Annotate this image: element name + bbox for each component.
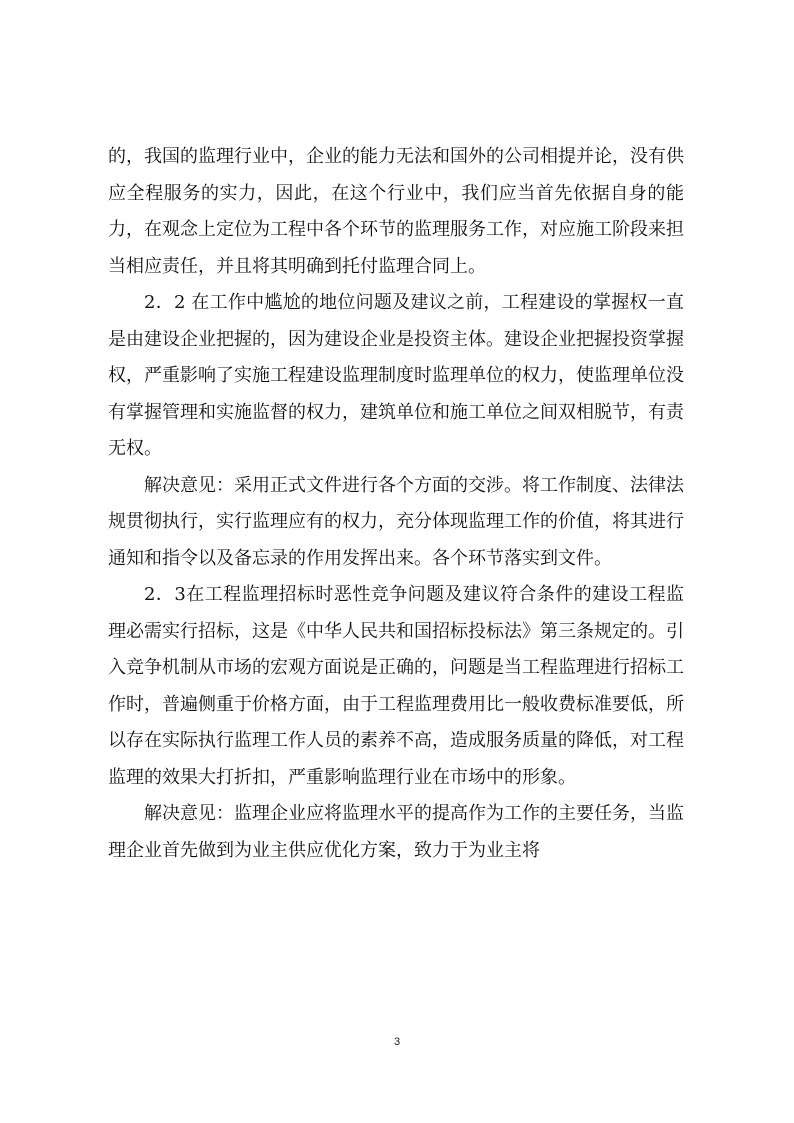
page-number: 3: [393, 1036, 401, 1048]
body-text: [108, 139, 684, 869]
paragraph-solution-2: 解决意见：监理企业应将监理水平的提高作为工作的主要任务，当监理企业首先做到为业主供应优化方案，致力于为业主将: [108, 803, 684, 861]
paragraph-section-2-2: 2．2 在工作中尴尬的地位问题及建议之前，工程建设的掌握权一直是由建设企业把握的，因为建设企业是投资主体。建设企业把握投资掌握权，严重影响了实施工程建设监理制度时监理单位的权力，使监理单位没有掌握管理和实施监督的权力，建筑单位和施工单位之间双相脱节，有责无权。: [108, 292, 684, 459]
paragraph-solution-1: 解决意见：采用正式文件进行各个方面的交涉。将工作制度、法律法规贯彻执行，实行监理应有的权力，充分体现监理工作的价值，将其进行通知和指令以及备忘录的作用发挥出来。各个环节落实到文件。: [108, 474, 684, 569]
paragraph-section-2-3: 2．3在工程监理招标时恶性竞争问题及建议符合条件的建设工程监理必需实行招标，这是《中华人民共和国招标投标法》第三条规定的。引入竞争机制从市场的宏观方面说是正确的，问题是当工程监理进行招标工作时，普遍侧重于价格方面，由于工程监理费用比一般收费标准要低，所以存在实际执行监理工作人员的素养不高，造成服务质量的降低，对工程监理的效果大打折扣，严重影响监理行业在市场中的形象。: [108, 584, 684, 788]
paragraph-continuation: 的，我国的监理行业中，企业的能力无法和国外的公司相提并论，没有供应全程服务的实力，因此，在这个行业中，我们应当首先依据自身的能力，在观念上定位为工程中各个环节的监理服务工作，对应施工阶段来担当相应责任，并且将其明确到托付监理合同上。: [108, 146, 684, 277]
